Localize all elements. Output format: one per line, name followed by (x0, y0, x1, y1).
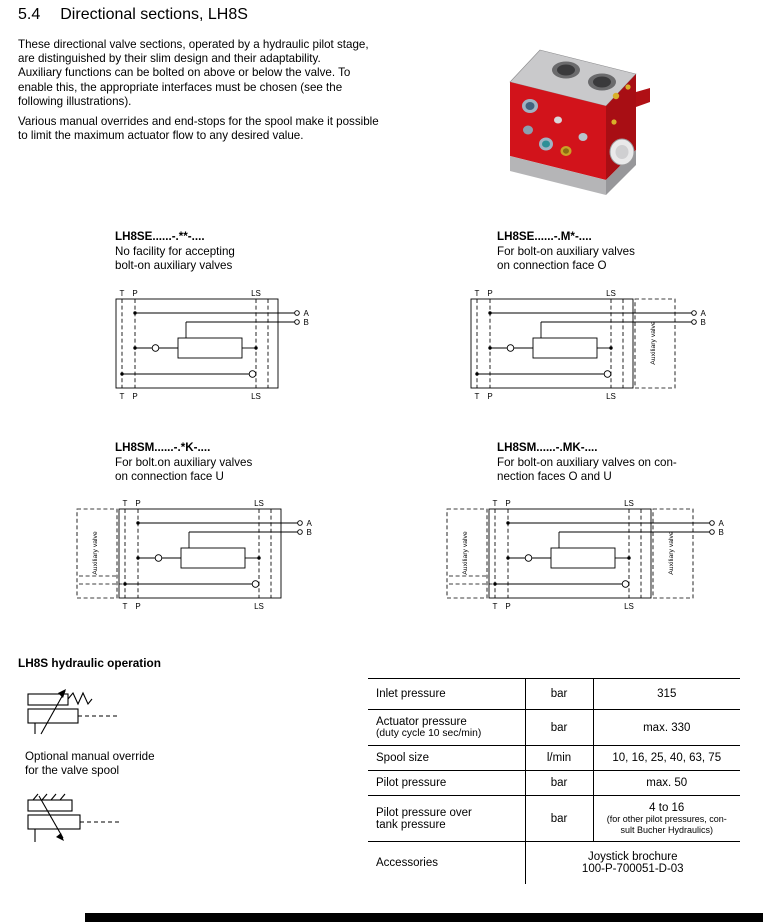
operation-heading: LH8S hydraulic operation (18, 656, 161, 670)
svg-text:B: B (700, 318, 706, 327)
diagram-code-2: LH8SE......-.M*-.... (497, 230, 592, 243)
schematic-lh8se-face-o (463, 288, 709, 400)
diagram-desc-3b: on connection face U (115, 470, 224, 484)
table-row-pilot-over-tank (368, 796, 740, 842)
section-number: 5.4 (18, 6, 41, 23)
svg-text:T: T (492, 499, 498, 508)
param-cell: Inlet pressure (368, 679, 525, 710)
unit-cell: bar (525, 679, 593, 710)
unit-cell: l/min (525, 746, 593, 771)
svg-text:P: P (487, 392, 493, 400)
pilot-symbol-top (25, 682, 125, 744)
value-cell: 10, 16, 25, 40, 63, 75 (593, 746, 740, 771)
diagram-desc-1a: No facility for accepting (115, 244, 235, 258)
operation-note-line2: for the valve spool (25, 764, 120, 778)
intro-paragraph-1: These directional valve sections, operated by a hydraulic pilot stage, are distinguished by their slim design and their adaptability. (18, 38, 369, 66)
diagram-desc-4b: nection faces O and U (497, 470, 612, 484)
param-cell: Accessories (368, 842, 525, 885)
section-title: Directional sections, LH8S (60, 6, 248, 23)
diagram-desc-3a: For bolt.on auxiliary valves (115, 455, 253, 469)
svg-text:T: T (122, 602, 128, 610)
table-row-accessories (368, 842, 740, 885)
intro-paragraph-3: Various manual overrides and end-stops for the spool make it possible to limit the maximum actuator flow to any desired value. (18, 115, 379, 143)
param-cell: Pilot pressure over tank pressure (368, 796, 525, 842)
pilot-symbol-bottom (25, 792, 125, 854)
port-label-ls: LS (251, 289, 261, 298)
diagram-code-4: LH8SM......-.MK-.... (497, 441, 598, 454)
svg-text:P: P (505, 499, 511, 508)
operation-note (25, 750, 155, 778)
svg-text:T: T (119, 392, 125, 400)
table-row-inlet-pressure (368, 679, 740, 710)
spool-box (181, 548, 245, 568)
svg-text:LS: LS (254, 602, 264, 610)
svg-text:T: T (474, 392, 480, 400)
aux-valve-label: Auxiliary valve (92, 531, 99, 575)
svg-text:T: T (474, 289, 480, 298)
diagram-code-1: LH8SE......-.**-.... (115, 230, 205, 243)
diagram-caption-3 (115, 441, 252, 485)
table-row-spool-size (368, 746, 740, 771)
spool-box (178, 338, 242, 358)
param-cell: Pilot pressure (368, 771, 525, 796)
svg-text:LS: LS (606, 289, 616, 298)
diagram-desc-1b: bolt-on auxiliary valves (115, 259, 233, 273)
svg-text:LS: LS (624, 602, 634, 610)
value-cell: 315 (593, 679, 740, 710)
svg-text:B: B (718, 528, 724, 537)
svg-text:P: P (505, 602, 511, 610)
diagram-caption-4 (497, 441, 677, 485)
aux-valve-label: Auxiliary valve (650, 321, 657, 365)
port-label-t: T (119, 289, 125, 298)
port-label-a: A (303, 309, 309, 318)
svg-text:A: A (700, 309, 706, 318)
diagram-desc-2a: For bolt-on auxiliary valves (497, 244, 635, 258)
svg-text:T: T (122, 499, 128, 508)
param-cell: Actuator pressure (duty cycle 10 sec/min) (368, 710, 525, 746)
svg-text:LS: LS (251, 392, 261, 400)
spool-box (533, 338, 597, 358)
aux-valve-label: Auxiliary valve (668, 531, 675, 575)
table-row-actuator-pressure (368, 710, 740, 746)
diagram-caption-2 (497, 230, 635, 274)
valve-product-image (488, 32, 688, 202)
value-cell: 4 to 16 (for other pilot pressures, con- sult Bucher Hydraulics) (593, 796, 740, 842)
svg-text:T: T (492, 602, 498, 610)
unit-cell: bar (525, 796, 593, 842)
port-label-b: B (303, 318, 309, 327)
svg-text:LS: LS (624, 499, 634, 508)
svg-text:P: P (132, 392, 138, 400)
intro-paragraph-2: Auxiliary functions can be bolted on above or below the valve. To enable this, the appropriate interfaces must be chosen (see the following illustrations). (18, 66, 351, 108)
schematic-lh8sm-face-u (75, 498, 315, 610)
diagram-caption-1 (115, 230, 235, 274)
value-cell: max. 330 (593, 710, 740, 746)
page-title (18, 6, 248, 24)
spec-table (368, 678, 740, 884)
port-label-p: P (132, 289, 138, 298)
param-cell: Spool size (368, 746, 525, 771)
schematic-lh8se-plain (108, 288, 313, 400)
operation-note-line1: Optional manual override (25, 750, 155, 763)
intro-text (18, 38, 386, 143)
aux-valve-label: Auxiliary valve (462, 531, 469, 575)
svg-text:A: A (718, 519, 724, 528)
unit-cell: bar (525, 710, 593, 746)
unit-cell: bar (525, 771, 593, 796)
svg-text:LS: LS (254, 499, 264, 508)
svg-text:P: P (135, 602, 141, 610)
diagram-code-3: LH8SM......-.*K-.... (115, 441, 211, 454)
svg-text:A: A (306, 519, 312, 528)
diagram-desc-4a: For bolt-on auxiliary valves on con- (497, 455, 677, 469)
svg-text:P: P (135, 499, 141, 508)
spool-box (551, 548, 615, 568)
value-cell: Joystick brochure 100-P-700051-D-03 (525, 842, 740, 885)
section-envelope (116, 299, 278, 388)
value-cell: max. 50 (593, 771, 740, 796)
diagram-desc-2b: on connection face O (497, 259, 607, 273)
svg-text:B: B (306, 528, 312, 537)
svg-text:P: P (487, 289, 493, 298)
schematic-lh8sm-faces-o-u (445, 498, 727, 610)
svg-text:LS: LS (606, 392, 616, 400)
table-row-pilot-pressure (368, 771, 740, 796)
footer-bar (85, 913, 763, 922)
